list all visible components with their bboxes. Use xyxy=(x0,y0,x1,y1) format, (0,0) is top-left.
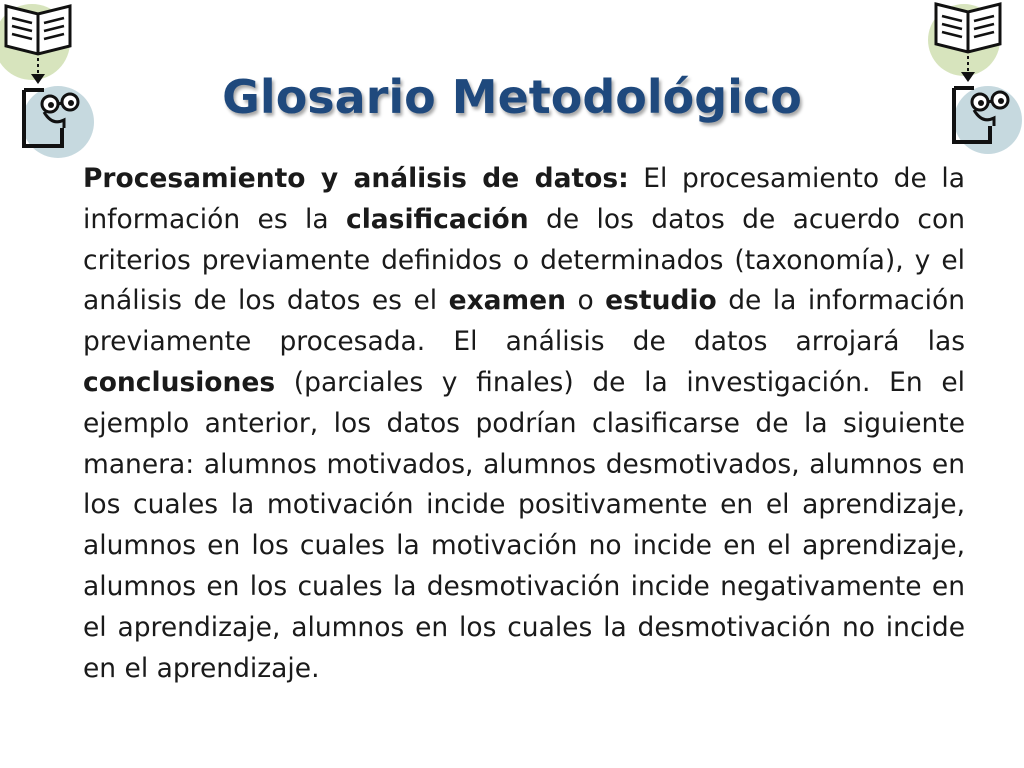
keyword-conclusiones: conclusiones xyxy=(83,366,276,398)
slide-title: Glosario Metodológico xyxy=(222,70,802,124)
keyword-estudio: estudio xyxy=(605,285,717,317)
keyword-examen: examen xyxy=(448,285,566,317)
keyword-clasificacion: clasificación xyxy=(346,203,529,235)
text-segment: de la información previamente procesada. El análisis de datos arrojará las xyxy=(83,285,965,358)
glossary-term: Procesamiento y análisis de datos: xyxy=(83,163,629,194)
text-segment: El procesamiento de la información es la xyxy=(83,163,965,235)
glossary-paragraph xyxy=(83,159,965,689)
text-segment: de los datos de acuerdo con criterios previamente definidos o determinados (taxonomía), y el análisis de los datos es el xyxy=(83,203,966,317)
text-segment: (parciales y finales) de la investigación. En el ejemplo anterior, los datos podrían clasificarse de la siguiente manera: alumnos motivados, alumnos desmotivados, alumnos en los cuales la motivación incide positivamente en el aprendizaje, alumnos en los cuales la motivación no incide en el aprendizaje, alumnos en los cuales la desmotivación incide negativamente en el aprendizaje, alumnos en los cuales la desmotivación no incide en el aprendizaje. xyxy=(83,366,965,684)
text-segment: o xyxy=(566,285,606,317)
